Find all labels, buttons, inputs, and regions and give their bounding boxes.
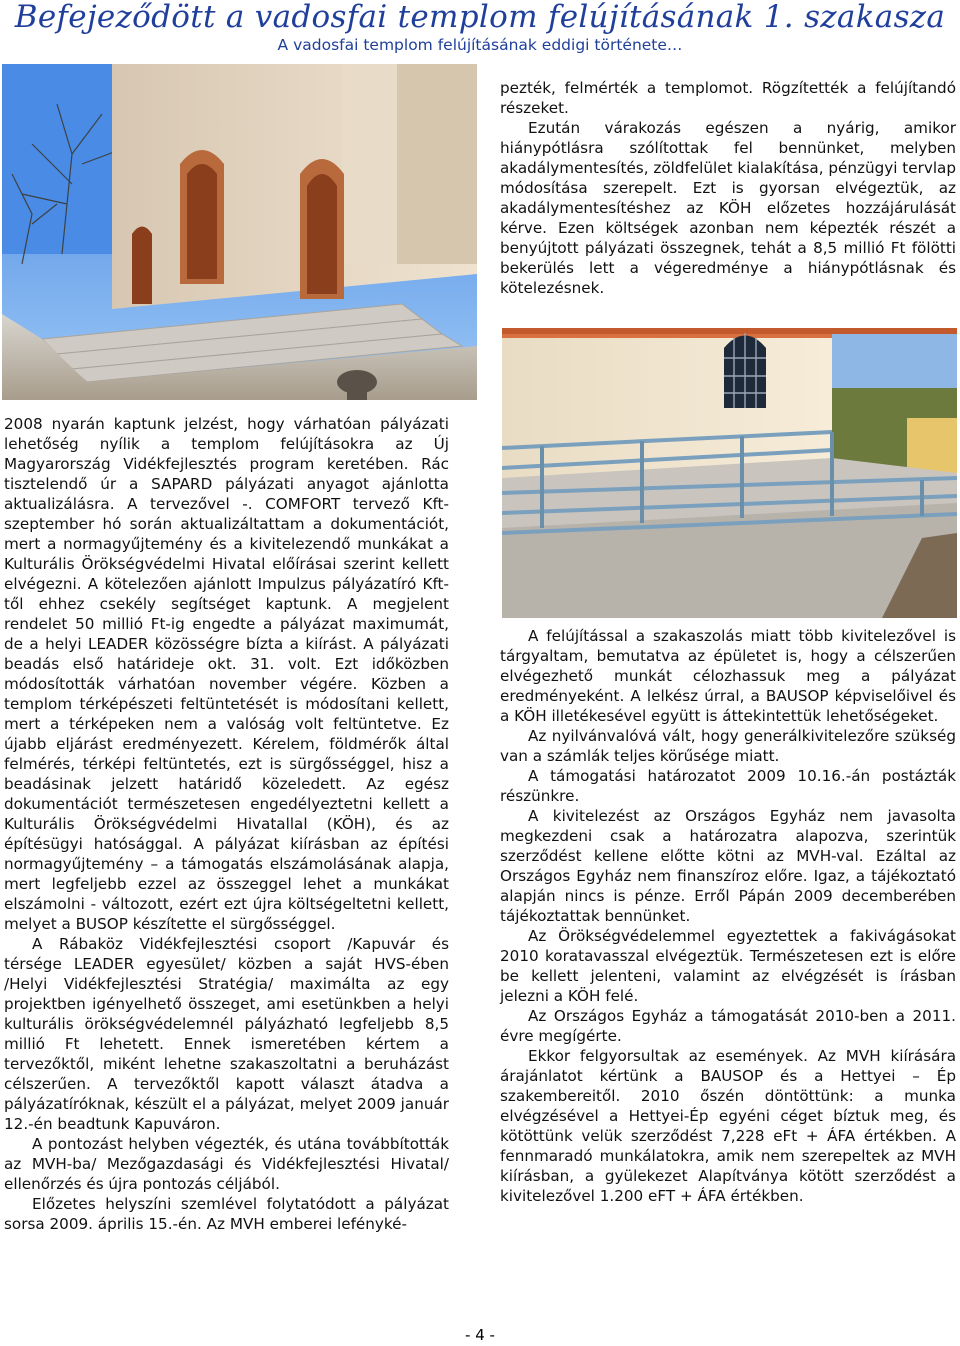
paragraph: Az Országos Egyház a támogatását 2010-ben a 2011. évre megígérte. bbox=[500, 1007, 956, 1045]
paragraph: Az nyilvánvalóvá vált, hogy generálkivitelezőre szükség van a számlák teljes körűsége miatt. bbox=[500, 727, 956, 765]
right-bottom-column bbox=[500, 626, 956, 1206]
left-column bbox=[4, 414, 449, 1234]
accessibility-ramp-photo bbox=[502, 328, 957, 618]
paragraph: Az Örökségvédelemmel egyeztettek a fakivágásokat 2010 koratavasszal elvégeztük. Természetesen ezt is előre be kellett jelenteni, valamint az elvégzését is írásban jelezni a KÖH felé. bbox=[500, 927, 956, 1005]
paragraph: A felújítással a szakaszolás miatt több kivitelezővel is tárgyaltam, bemutatva az épületet is, hogy a célszerűen elvégezhető munkát célozhassuk meg a pályázat eredményeként. A lelkész úrral, a BAUSOP képviselőivel és a KÖH illetékesével együtt is áttekintettük lehetőségeket. bbox=[500, 627, 956, 725]
paragraph: Előzetes helyszíni szemlével folytatódott a pályázat sorsa 2009. április 15.-én. Az MVH emberei lefényké- bbox=[4, 1195, 449, 1233]
paragraph: Ezután várakozás egészen a nyárig, amikor hiánypótlásra szólítottak fel bennünket, melyben akadálymentesítés, zöldfelület kialakítása, pénzügyi tervlap módosítása szerepelt. Ezt is gyorsan elvégeztük, az akadálymentesítéshez az KÖH előzetes hozzájárulását kérve. Ezen költségek azonban nem képezték részét a benyújtott pályázati összegnek, tehát a 8,5 millió Ft fölötti bekerülés lett a végeredménye a hiánypótlásnak és kötelezésnek. bbox=[500, 119, 956, 297]
paragraph: A kivitelezést az Országos Egyház nem javasolta megkezdeni csak a határozatra alapozva, szerintük szerződést kellene előtte kötni az MVH-val. Ezáltal az Országos Egyház nem finanszíroz előre. Igaz, a tájékoztató alapján nincs is pénze. Erről Pápán 2009 decemberében tájékoztattak bennünket. bbox=[500, 807, 956, 925]
paragraph: 2008 nyarán kaptunk jelzést, hogy várhatóan pályázati lehetőség nyílik a templom felújításokra az Új Magyarország Vidékfejlesztés program keretében. Rác tisztelendő úr a SAPARD pályázati anyagot ajánlotta aktualizálásra. A tervezővel -. COMFORT tervező Kft- szeptember hó során aktualizáltattam a dokumentációt, mert a normagyűjtemény és a kivitelezendő munkákat a Kulturális Örökségvédelmi Hivatal előírásai szerint kellett elvégezni. A kötelezően ajánlott Impulzus pályázatíró Kft-től ehhez csekély segítséget kaptunk. A megjelent rendelet 50 millió Ft-ig engedte a pályázat maximumát, de a helyi LEADER közösségre bízta a kiírást. A pályázati beadás első határideje okt. 31. volt. Ezt időközben módosították várhatóan november végére. Közben a templom térképészeti feltüntetését is módosítani kellett, mert a térképeken nem a valóság volt feltüntetve. Ez újabb eljárást eredményezett. Kérelem, földmérők által felmérés, térképi feltüntetés, ezt is sürgősséggel, hisz a beadásinak jelzett határidő közeledett. Az egész dokumentációt természetesen engedélyeztetni kellett a Kulturális Örökségvédelmi Hivatallal (KÖH), és az építésügyi hatósággal. A pályázat kiírásban az építési normagyűjtemény – a támogatás elszámolásának alapja, mert legfeljebb ezzel az összeggel lehet a munkákat elszámolni - változott, ezért ezt újra költségeltetni kellett, melyet a BUSOP készítette el sürgősséggel. bbox=[4, 415, 449, 933]
page-subtitle: A vadosfai templom felújításának eddigi története… bbox=[277, 36, 683, 54]
paragraph: Ekkor felgyorsultak az események. Az MVH kiírására árajánlatot kértünk a BAUSOP és a Hettyei – Ép szakembereitől. 2010 őszén döntöttünk: a munka elvégzésével a Hettyei-Ép egyéni céget bíztuk meg, és kötöttünk velük szerződést 7,228 eFt + ÁFA értékben. A fennmaradó munkálatokra, amik nem szerepeltek az MVH kiírásban, a gyülekezet Alapítványa kötött szerződést a kivitelezővel 1.200 eFT + ÁFA értékben. bbox=[500, 1047, 956, 1205]
church-entrance-photo bbox=[2, 64, 477, 400]
right-top-column bbox=[500, 78, 956, 298]
paragraph: A Rábaköz Vidékfejlesztési csoport /Kapuvár és térsége LEADER egyesület/ közben a saját HVS-ében /Helyi Vidékfejlesztési Stratégia/ maximálta az egy projektben igényelhető összeget, ami esetünkben a helyi kulturális örökségvédelemnél pályázható legfeljebb 8,5 millió Ft lehetett. Ennek ismeretében kértem a tervezőktől, miként lehetne szakaszoltatni a beruházást célszerűen. A tervezőktől kapott választ átadva a pályázatíróknak, készült el a pályázat, melyet 2009 január 12.-én beadtunk Kapuváron. bbox=[4, 935, 449, 1133]
paragraph: A támogatási határozatot 2009 10.16.-án postázták részünkre. bbox=[500, 767, 956, 805]
page-title: Befejeződött a vadosfai templom felújításának 1. szakasza bbox=[14, 0, 946, 35]
paragraph: pezték, felmérték a templomot. Rögzítették a felújítandó részeket. bbox=[500, 79, 956, 117]
paragraph: A pontozást helyben végezték, és utána továbbították az MVH-ba/ Mezőgazdasági és Vidékfejlesztési Hivatal/ ellenőrzés és újra pontozás céljából. bbox=[4, 1135, 449, 1193]
page-number: - 4 - bbox=[465, 1326, 495, 1344]
